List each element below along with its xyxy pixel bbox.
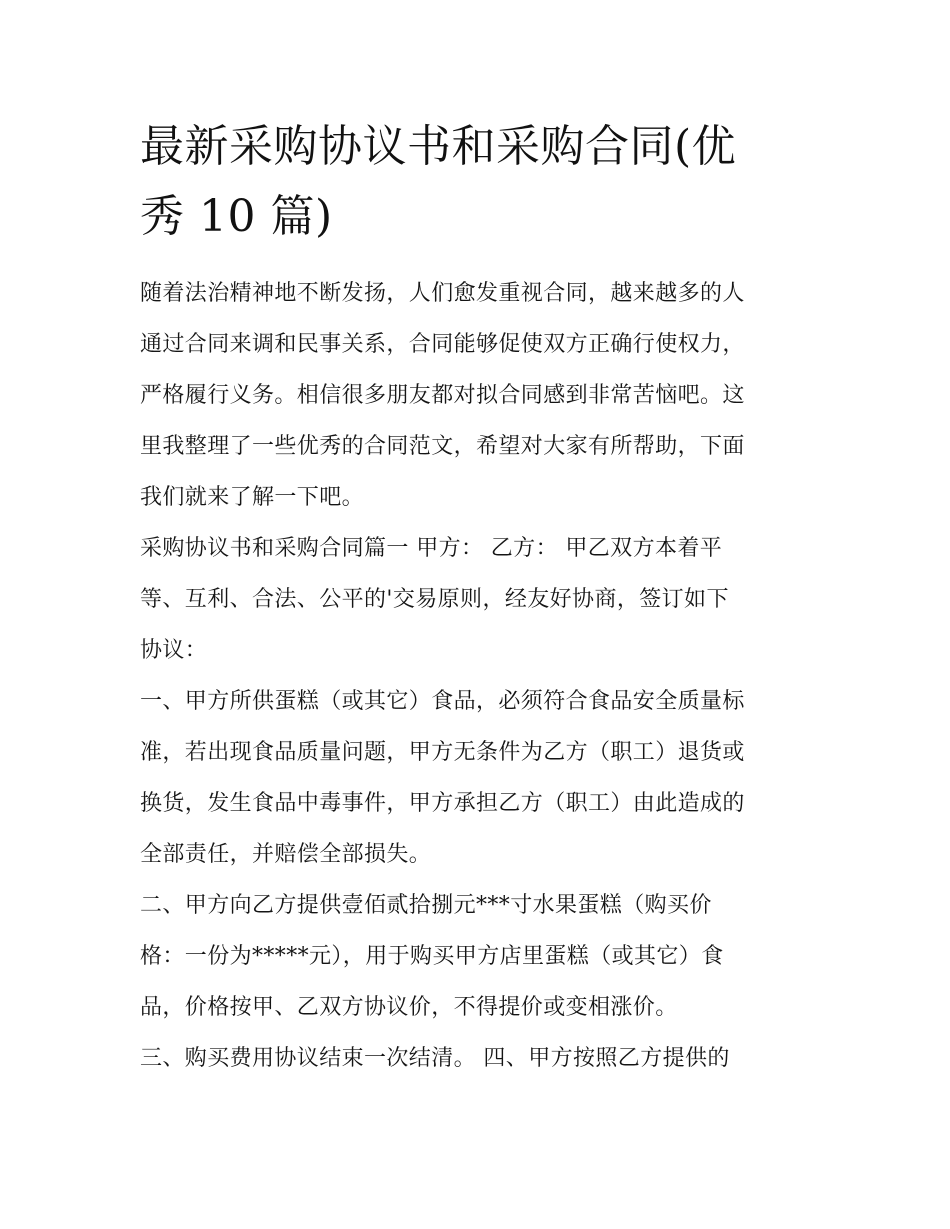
clause-two-paragraph xyxy=(140,880,820,1033)
paragraph-line: 采购协议书和采购合同篇一 甲方： 乙方： 甲乙双方本着平 xyxy=(140,536,723,561)
paragraph-line: 严格履行义务。相信很多朋友都对拟合同感到非常苦恼吧。这 xyxy=(140,383,745,408)
paragraph-line: 等、互利、合法、公平的'交易原则，经友好协商，签订如下 xyxy=(140,587,729,612)
paragraph-line: 随着法治精神地不断发扬，人们愈发重视合同，越来越多的人 xyxy=(140,281,745,306)
paragraph-line: 全部责任，并赔偿全部损失。 xyxy=(140,842,432,867)
paragraph-line: 一、甲方所供蛋糕（或其它）食品，必须符合食品安全质量标 xyxy=(140,689,745,714)
paragraph-line: 换货，发生食品中毒事件，甲方承担乙方（职工）由此造成的 xyxy=(140,791,745,816)
clause-three-paragraph xyxy=(140,1033,820,1084)
paragraph-line: 三、购买费用协议结束一次结清。 四、甲方按照乙方提供的 xyxy=(140,1046,730,1071)
title-line: 秀 10 篇) xyxy=(140,191,333,242)
contract-intro-paragraph xyxy=(140,523,820,676)
document-title xyxy=(140,112,820,252)
clause-one-paragraph xyxy=(140,676,820,880)
title-line: 最新采购协议书和采购合同(优 xyxy=(140,121,737,172)
paragraph-line: 格：一份为*****元），用于购买甲方店里蛋糕（或其它）食 xyxy=(140,944,724,969)
document-content xyxy=(140,112,820,1084)
intro-paragraph xyxy=(140,268,820,523)
paragraph-line: 我们就来了解一下吧。 xyxy=(140,485,365,510)
paragraph-line: 二、甲方向乙方提供壹佰贰拾捌元***寸水果蛋糕（购买价 xyxy=(140,893,712,918)
paragraph-line: 协议： xyxy=(140,638,208,663)
paragraph-line: 品，价格按甲、乙双方协议价，不得提价或变相涨价。 xyxy=(140,995,678,1020)
paragraph-line: 里我整理了一些优秀的合同范文，希望对大家有所帮助，下面 xyxy=(140,434,745,459)
paragraph-line: 准，若出现食品质量问题，甲方无条件为乙方（职工）退货或 xyxy=(140,740,745,765)
paragraph-line: 通过合同来调和民事关系，合同能够促使双方正确行使权力， xyxy=(140,332,745,357)
